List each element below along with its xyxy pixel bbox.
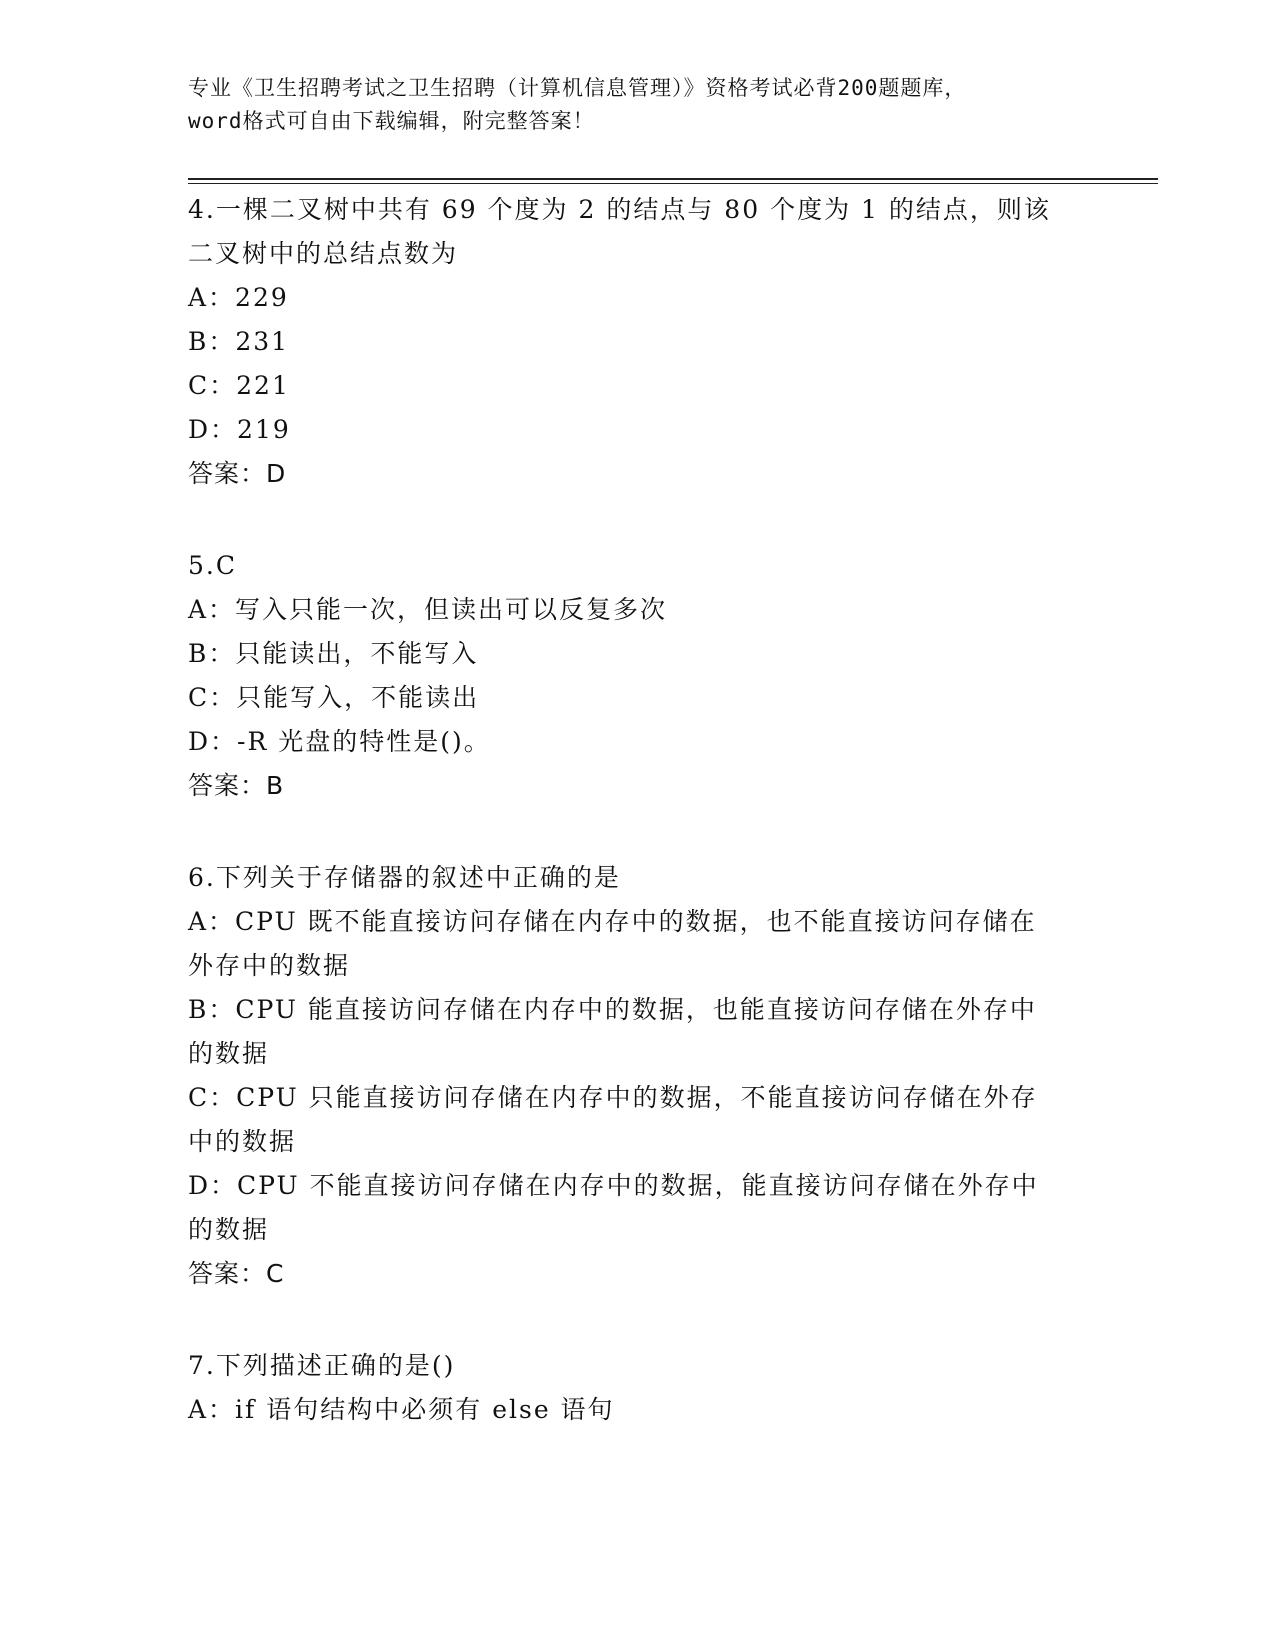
question-6-option-b-line-1: B：CPU 能直接访问存储在内存中的数据，也能直接访问存储在外存中 [188, 995, 1037, 1024]
question-6 [188, 856, 1088, 1296]
question-7-stem: 7.下列描述正确的是() [188, 1351, 456, 1380]
header-line-1: 专业《卫生招聘考试之卫生招聘（计算机信息管理）》资格考试必背200题题库， [188, 76, 967, 100]
question-5-option-c: C：只能写入，不能读出 [188, 683, 480, 712]
question-5 [188, 544, 1088, 808]
question-6-option-c-line-1: C：CPU 只能直接访问存储在内存中的数据，不能直接访问存储在外存 [188, 1083, 1038, 1112]
question-7 [188, 1344, 1088, 1432]
question-5-option-d: D：-R 光盘的特性是()。 [188, 727, 491, 756]
document-header [188, 72, 1088, 138]
question-5-stem: 5.C [188, 551, 237, 580]
question-6-option-a-line-2: 外存中的数据 [188, 951, 351, 980]
header-divider-thin [188, 183, 1158, 184]
question-6-option-b-line-2: 的数据 [188, 1039, 270, 1068]
question-4-option-b: B：231 [188, 327, 290, 356]
header-line-2: word格式可自由下载编辑，附完整答案！ [188, 109, 595, 133]
question-6-answer: 答案：C [188, 1259, 285, 1288]
question-6-option-a-line-1: A：CPU 既不能直接访问存储在内存中的数据，也不能直接访问存储在 [188, 907, 1037, 936]
question-6-stem: 6.下列关于存储器的叙述中正确的是 [188, 863, 621, 892]
question-4-option-c: C：221 [188, 371, 290, 400]
question-list [188, 188, 1088, 1480]
question-5-option-b: B：只能读出，不能写入 [188, 639, 479, 668]
question-4-stem-line-2: 二叉树中的总结点数为 [188, 239, 459, 268]
question-7-option-a: A：if 语句结构中必须有 else 语句 [188, 1395, 615, 1424]
question-6-option-d-line-2: 的数据 [188, 1215, 270, 1244]
question-4-answer: 答案：D [188, 459, 287, 488]
question-6-option-c-line-2: 中的数据 [188, 1127, 297, 1156]
question-4-option-d: D：219 [188, 415, 291, 444]
question-5-option-a: A：写入只能一次，但读出可以反复多次 [188, 595, 668, 624]
header-divider-thick [188, 178, 1158, 180]
question-4-stem-line-1: 4.一棵二叉树中共有 69 个度为 2 的结点与 80 个度为 1 的结点，则该 [188, 195, 1051, 224]
question-4-option-a: A：229 [188, 283, 289, 312]
question-5-answer: 答案：B [188, 771, 285, 800]
question-6-option-d-line-1: D：CPU 不能直接访问存储在内存中的数据，能直接访问存储在外存中 [188, 1171, 1039, 1200]
question-4 [188, 188, 1088, 496]
